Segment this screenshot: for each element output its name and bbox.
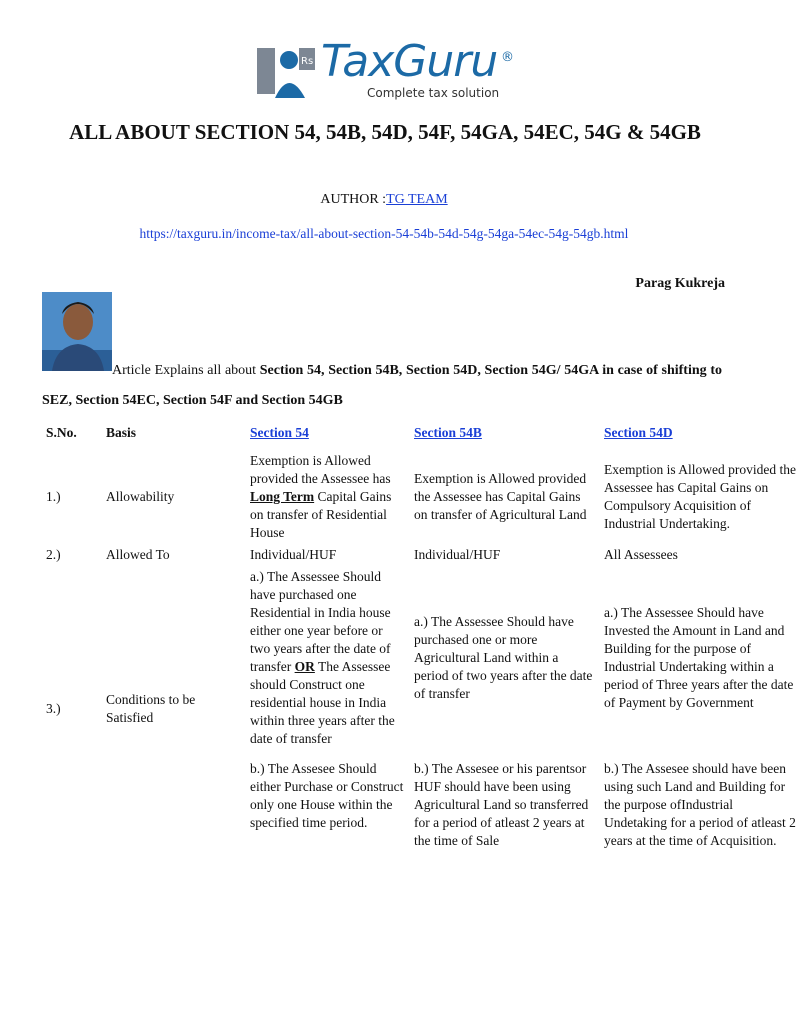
- author-link[interactable]: TG TEAM: [386, 192, 448, 207]
- cell-section-54-condition-a: a.) The Assessee Should have purchased one Residential in India house either one year before or two years after the date of transfer OR The Assessee should Construct one residential house in India within three years after the date of transfer: [250, 569, 395, 746]
- intro-text: Article Explains all about: [112, 363, 260, 378]
- cell-sno: 2.): [46, 547, 61, 562]
- comparison-table: [42, 422, 802, 852]
- logo-tagline: Complete tax solution: [367, 86, 500, 100]
- header-section-54[interactable]: [246, 422, 410, 450]
- cell-section-54: Exemption is Allowed provided the Assessee has Long Term Capital Gains on transfer of Residential House: [250, 453, 392, 540]
- table-row: [42, 566, 802, 750]
- table-row: [42, 450, 802, 544]
- cell-section-54b: Exemption is Allowed provided the Assessee has Capital Gains on transfer of Agricultural Land: [414, 471, 587, 522]
- table-header-row: [42, 422, 802, 450]
- cell-section-54b-condition-a: a.) The Assessee Should have purchased one or more Agricultural Land within a period of two years after the date of transfer: [414, 614, 593, 701]
- cell-basis: Allowability: [106, 489, 175, 504]
- svg-text:Rs: Rs: [301, 56, 314, 67]
- taxguru-mark-icon: [255, 44, 317, 98]
- cell-section-54: Individual/HUF: [250, 547, 337, 562]
- logo-brand-text: TaxGuru: [321, 36, 498, 87]
- cell-basis: Allowed To: [106, 547, 170, 562]
- taxguru-logo[interactable]: [255, 36, 515, 102]
- cell-section-54-condition-b: b.) The Assesee Should either Purchase or Construct only one House within the specified time period.: [250, 761, 404, 830]
- registered-mark: ®: [501, 50, 514, 65]
- long-term-text: Long Term: [250, 489, 315, 504]
- header-sno: S.No.: [46, 425, 77, 440]
- cell-sno: 1.): [46, 489, 61, 504]
- cell-sno: 3.): [46, 701, 61, 716]
- section-54-link[interactable]: Section 54: [250, 425, 309, 440]
- cell-section-54b-condition-b: b.) The Assesee or his parentsor HUF should have been using Agricultural Land so transferred for a period of atleast 2 years at the time of Sale: [414, 761, 589, 848]
- cell-section-54d-condition-a: a.) The Assessee Should have Invested the Amount in Land and Building for the purpose of Industrial Undertaking within a period of Three years after the date of Payment by Government: [604, 605, 794, 710]
- author-prefix: AUTHOR :: [320, 192, 387, 207]
- cell-section-54d-condition-b: b.) The Assesee should have been using such Land and Building for the purpose ofIndustrial Undetaking for a period of atleast 2 years at the time of Acquisition.: [604, 761, 796, 848]
- or-text: OR: [294, 659, 315, 674]
- cell-section-54d: Exemption is Allowed provided the Assessee has Capital Gains on Compulsory Acquisition of Industrial Undertaking.: [604, 462, 796, 531]
- article-intro: [42, 356, 722, 416]
- cell-basis: Conditions to be Satisfied: [106, 692, 196, 725]
- section-54d-link[interactable]: Section 54D: [604, 425, 673, 440]
- header-section-54b[interactable]: [410, 422, 600, 450]
- header-section-54d[interactable]: [600, 422, 802, 450]
- author-line: [0, 192, 768, 208]
- cell-section-54b: Individual/HUF: [414, 547, 501, 562]
- header-basis: Basis: [106, 425, 137, 440]
- cell-section-54d: All Assessees: [604, 547, 678, 562]
- article-title: ALL ABOUT SECTION 54, 54B, 54D, 54F, 54GA, 54EC, 54G & 54GB: [69, 120, 701, 144]
- article-url-link[interactable]: https://taxguru.in/income-tax/all-about-section-54-54b-54d-54g-54ga-54ec-54g-54gb.html: [139, 226, 629, 241]
- section-54b-link[interactable]: Section 54B: [414, 425, 482, 440]
- intro-sections: Section 54, Section 54B, Section 54D, Section 54G/ 54GA in case of shifting to SEZ, Section 54EC, Section 54F and Section 54GB: [42, 363, 722, 408]
- writer-name: Parag Kukreja: [635, 276, 725, 291]
- table-row: [42, 544, 802, 566]
